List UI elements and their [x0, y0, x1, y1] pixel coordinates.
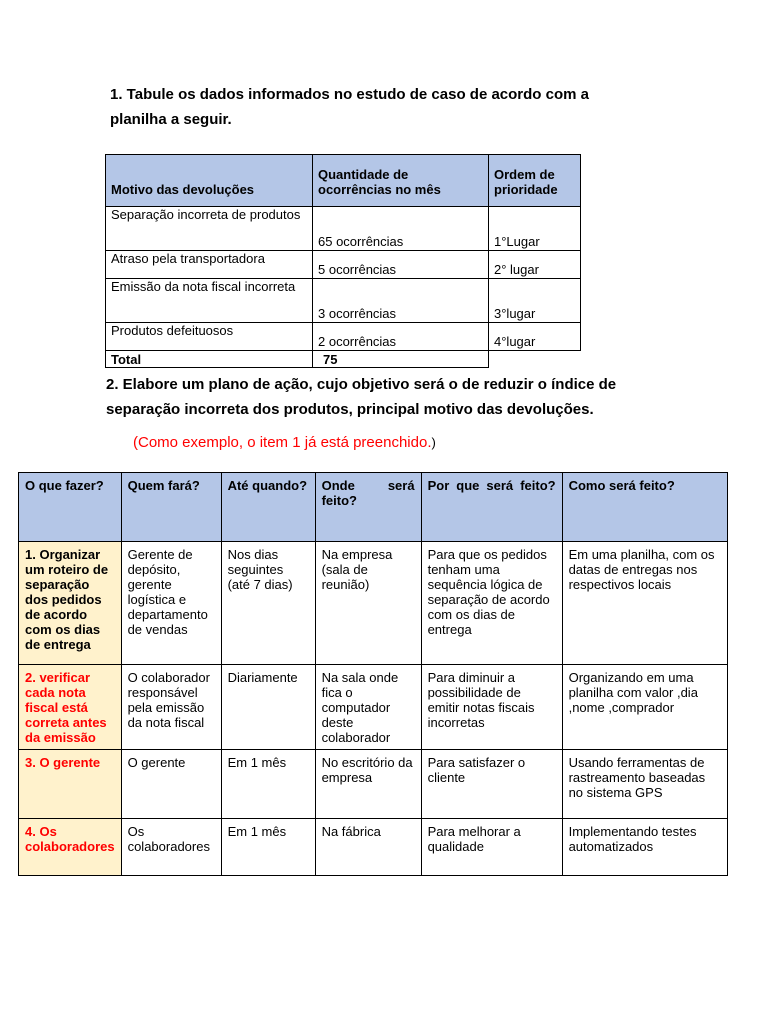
table-cell: 1°Lugar — [489, 207, 581, 251]
table-cell: Para satisfazer o cliente — [421, 750, 562, 819]
table-cell: Em uma planilha, com os datas de entregas nos respectivos locais — [562, 542, 727, 665]
table-row — [19, 665, 728, 750]
table-row — [106, 251, 581, 279]
question-1: 1. Tabule os dados informados no estudo de caso de acordo com a planilha a seguir. — [110, 86, 589, 128]
total-value: 75 — [313, 351, 489, 368]
table-row — [19, 750, 728, 819]
table-cell: Em 1 mês — [221, 750, 315, 819]
table-cell: 5 ocorrências — [313, 251, 489, 279]
table-cell: Emissão da nota fiscal incorreta — [106, 279, 313, 323]
table-cell: Separação incorreta de produtos — [106, 207, 313, 251]
table-cell: 1. Organizar um roteiro de separação dos pedidos de acordo com os dias de entrega — [19, 542, 122, 665]
header-cell: Até quando? — [221, 473, 315, 542]
header-cell — [421, 473, 562, 542]
header-cell: Motivo das devoluções — [106, 155, 313, 207]
total-row — [106, 351, 581, 368]
table-cell: 2. verificar cada nota fiscal está correta antes da emissão — [19, 665, 122, 750]
table-cell: Usando ferramentas de rastreamento baseadas no sistema GPS — [562, 750, 727, 819]
table-cell: 65 ocorrências — [313, 207, 489, 251]
plano-de-acao-table — [18, 472, 728, 876]
table-cell: Em 1 mês — [221, 819, 315, 876]
table-cell: Diariamente — [221, 665, 315, 750]
table-cell: Atraso pela transportadora — [106, 251, 313, 279]
header-text: Onde será feito? — [321, 478, 415, 508]
table-cell: 4. Os colaboradores — [19, 819, 122, 876]
header-cell: Como será feito? — [562, 473, 727, 542]
table-cell: Para diminuir a possibilidade de emitir notas fiscais incorretas — [421, 665, 562, 750]
example-note-text: (Como exemplo, o item 1 já está preenchido. — [133, 434, 432, 451]
header-cell: O que fazer? — [19, 473, 122, 542]
table-cell: 3°lugar — [489, 279, 581, 323]
table-cell: Para melhorar a qualidade — [421, 819, 562, 876]
table-cell: Na empresa (sala de reunião) — [315, 542, 421, 665]
table-cell: Organizando em uma planilha com valor ,dia ,nome ,comprador — [562, 665, 727, 750]
table-header-row — [19, 473, 728, 542]
devolucoes-table — [105, 154, 581, 368]
table-cell: 2 ocorrências — [313, 323, 489, 351]
example-note — [133, 434, 436, 451]
table-cell: 3. O gerente — [19, 750, 122, 819]
table-row — [106, 323, 581, 351]
header-cell — [315, 473, 421, 542]
table-cell: O gerente — [121, 750, 221, 819]
table-cell: Implementando testes automatizados — [562, 819, 727, 876]
table-cell: 3 ocorrências — [313, 279, 489, 323]
table-cell: 4°lugar — [489, 323, 581, 351]
table-cell: O colaborador responsável pela emissão da nota fiscal — [121, 665, 221, 750]
table-cell: No escritório da empresa — [315, 750, 421, 819]
header-cell: Quem fará? — [121, 473, 221, 542]
table-row — [19, 542, 728, 665]
table-cell: Os colaboradores — [121, 819, 221, 876]
table-header-row — [106, 155, 581, 207]
table-cell: 2° lugar — [489, 251, 581, 279]
example-note-close: ) — [431, 435, 436, 450]
table-cell: Para que os pedidos tenham uma sequência lógica de separação de acordo com os dias de entrega — [421, 542, 562, 665]
table-cell: Produtos defeituosos — [106, 323, 313, 351]
table-row — [106, 207, 581, 251]
empty-cell — [489, 351, 581, 368]
total-label: Total — [106, 351, 313, 368]
table-row — [19, 819, 728, 876]
question-2: 2. Elabore um plano de ação, cujo objetivo será o de reduzir o índice de separação incorreta dos produtos, principal motivo das devoluções. — [106, 376, 617, 418]
table-row — [106, 279, 581, 323]
table-cell: Gerente de depósito, gerente logística e departamento de vendas — [121, 542, 221, 665]
table-cell: Na sala onde fica o computador deste colaborador — [315, 665, 421, 750]
header-cell: Ordem de prioridade — [489, 155, 581, 207]
table-cell: Nos dias seguintes (até 7 dias) — [221, 542, 315, 665]
table-cell: Na fábrica — [315, 819, 421, 876]
header-text: Por que será feito? — [427, 478, 556, 493]
header-cell: Quantidade de ocorrências no mês — [313, 155, 489, 207]
